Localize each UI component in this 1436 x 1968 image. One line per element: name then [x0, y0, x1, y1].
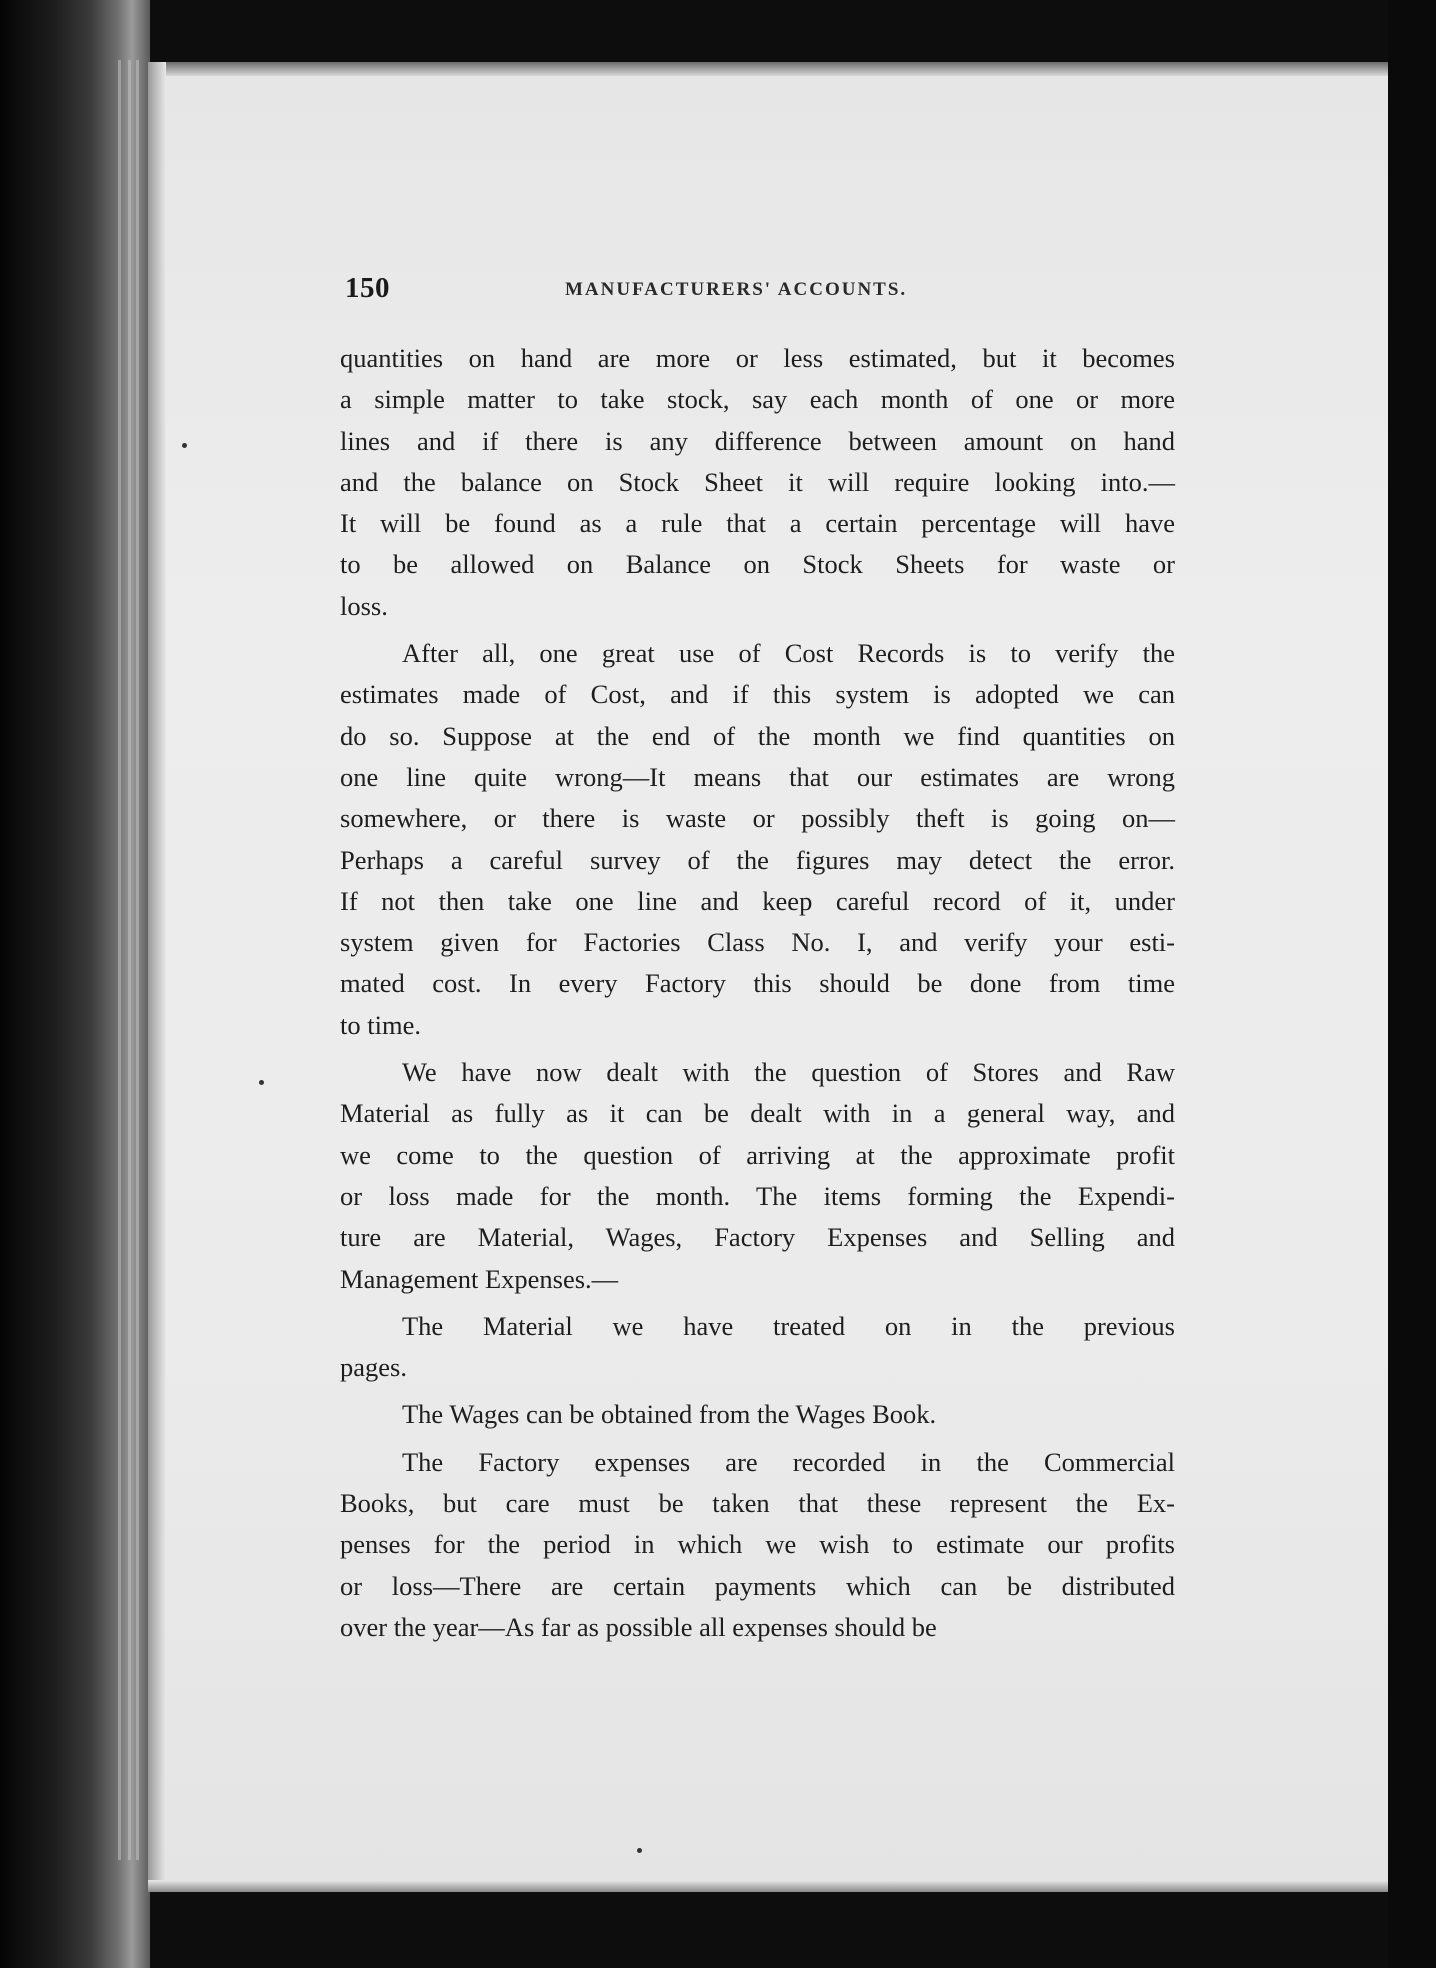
text-line: or loss made for the month. The items forming the Expendi- — [340, 1180, 1175, 1211]
page-speck — [637, 1848, 642, 1853]
text-line: somewhere, or there is waste or possibly theft is going on— — [340, 803, 1175, 834]
text-line: and the balance on Stock Sheet it will require looking into.— — [340, 466, 1175, 497]
text-line: do so. Suppose at the end of the month we find quantities on — [340, 720, 1175, 751]
text-line: or loss—There are certain payments which can be distributed — [340, 1570, 1175, 1601]
text-line: Management Expenses.— — [340, 1263, 619, 1294]
text-line: penses for the period in which we wish to estimate our profits — [340, 1529, 1175, 1560]
gutter-stripe — [128, 60, 131, 1860]
book-gutter — [0, 0, 150, 1968]
text-line: lines and if there is any difference between amount on hand — [340, 425, 1175, 456]
paragraph — [340, 1306, 1175, 1389]
page-speck — [259, 1080, 264, 1085]
text-line: Perhaps a careful survey of the figures may detect the error. — [340, 844, 1175, 875]
gutter-stripe — [118, 60, 121, 1860]
right-dark-band — [1388, 0, 1436, 1968]
text-line: We have now dealt with the question of Stores and Raw — [402, 1057, 1175, 1088]
text-line: It will be found as a rule that a certain percentage will have — [340, 508, 1175, 539]
text-line: After all, one great use of Cost Records is to verify the — [402, 638, 1175, 669]
running-head: MANUFACTURERS' ACCOUNTS. — [565, 279, 908, 300]
text-line: The Factory expenses are recorded in the Commercial — [402, 1446, 1175, 1477]
text-line: mated cost. In every Factory this should be done from time — [340, 968, 1175, 999]
text-line: a simple matter to take stock, say each month of one or more — [340, 384, 1175, 415]
text-line: ture are Material, Wages, Factory Expenses and Selling and — [340, 1222, 1175, 1253]
text-line: over the year—As far as possible all expenses should be — [340, 1611, 937, 1642]
paragraph — [340, 338, 1175, 627]
page-bottom-shadow — [148, 1880, 1388, 1892]
paragraph — [340, 633, 1175, 1046]
text-line: one line quite wrong—It means that our estimates are wrong — [340, 761, 1175, 792]
paragraph — [340, 1052, 1175, 1300]
text-line: we come to the question of arriving at the approximate profit — [340, 1139, 1175, 1170]
paragraph — [340, 1394, 1175, 1435]
gutter-stripe — [136, 60, 139, 1860]
text-line: system given for Factories Class No. I, and verify your esti- — [340, 927, 1175, 958]
text-line: to be allowed on Balance on Stock Sheets for waste or — [340, 549, 1175, 580]
page-speck — [182, 443, 187, 448]
paragraph — [340, 1442, 1175, 1648]
text-line: The Wages can be obtained from the Wages Book. — [402, 1399, 937, 1430]
page-top-shadow — [148, 62, 1388, 76]
text-line: estimates made of Cost, and if this system is adopted we can — [340, 679, 1175, 710]
text-line: Books, but care must be taken that these represent the Ex- — [340, 1488, 1175, 1519]
text-line: The Material we have treated on in the previous — [402, 1310, 1175, 1341]
text-line: If not then take one line and keep careful record of it, under — [340, 885, 1175, 916]
body-text — [340, 338, 1175, 1648]
text-line: to time. — [340, 1009, 421, 1040]
text-line: Material as fully as it can be dealt with in a general way, and — [340, 1098, 1175, 1129]
text-line: quantities on hand are more or less estimated, but it becomes — [340, 343, 1175, 373]
text-line: pages. — [340, 1352, 407, 1383]
page-number: 150 — [345, 272, 390, 304]
text-line: loss. — [340, 590, 388, 621]
page-header — [345, 272, 1175, 316]
page-left-shadow — [148, 62, 166, 1892]
